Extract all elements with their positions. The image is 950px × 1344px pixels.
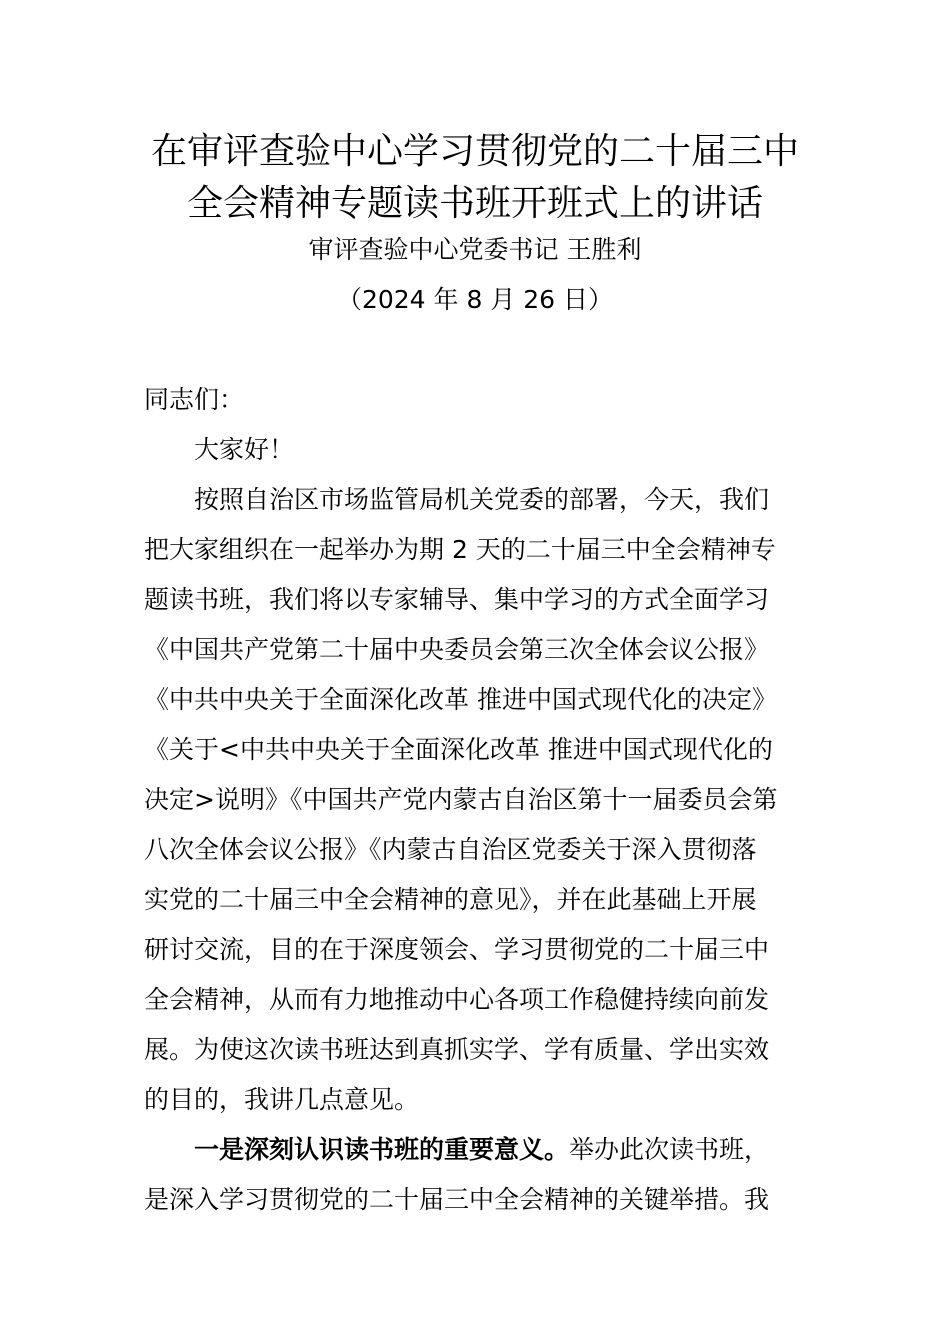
- paragraph-1-line: 的目的，我讲几点意见。: [144, 1085, 420, 1114]
- paragraph-1-line: 展。为使这次读书班达到真抓实学、学有质量、学出实效: [144, 1035, 770, 1064]
- paragraph-2-line: 是深入学习贯彻党的二十届三中全会精神的关键举措。我: [144, 1185, 770, 1214]
- paragraph-1-line: 《中共中央关于全面深化改革 推进中国式现代化的决定》: [144, 685, 777, 714]
- section-heading-1: 一是深刻认识读书班的重要意义。: [194, 1135, 570, 1164]
- document-author: 审评查验中心党委书记 王胜利: [308, 235, 642, 264]
- paragraph-1-line: 实党的二十届三中全会精神的意见》，并在此基础上开展: [144, 885, 757, 914]
- paragraph-1-line: 《中国共产党第二十届中央委员会第三次全体会议公报》: [144, 635, 770, 664]
- paragraph-2-text: 举办此次读书班，: [569, 1135, 770, 1164]
- paragraph-2-line: [194, 1132, 769, 1168]
- paragraph-1-line: 把大家组织在一起举办为期 2 天的二十届三中全会精神专: [144, 535, 776, 564]
- document-title-line-2: 全会精神专题读书班开班式上的讲话: [186, 183, 763, 224]
- paragraph-1-line: 按照自治区市场监管局机关党委的部署，今天，我们: [194, 485, 770, 514]
- paragraph-1-line: 研讨交流，目的在于深度领会、学习贯彻党的二十届三中: [144, 935, 770, 964]
- document-date: （2024 年 8 月 26 日）: [336, 285, 614, 314]
- paragraph-1-line: 题读书班，我们将以专家辅导、集中学习的方式全面学习: [144, 585, 770, 614]
- salutation: 同志们：: [144, 385, 245, 414]
- document-title-line-1: 在审评查验中心学习贯彻党的二十届三中: [150, 131, 799, 172]
- paragraph-1-line: 决定>说明》《中国共产党内蒙古自治区第十一届委员会第: [144, 785, 778, 814]
- greeting: 大家好！: [194, 435, 295, 464]
- paragraph-1-line: 《关于<中共中央关于全面深化改革 推进中国式现代化的: [144, 735, 773, 764]
- paragraph-1-line: 八次全体会议公报》《内蒙古自治区党委关于深入贯彻落: [144, 835, 757, 864]
- paragraph-1-line: 全会精神，从而有力地推动中心各项工作稳健持续向前发: [144, 985, 770, 1014]
